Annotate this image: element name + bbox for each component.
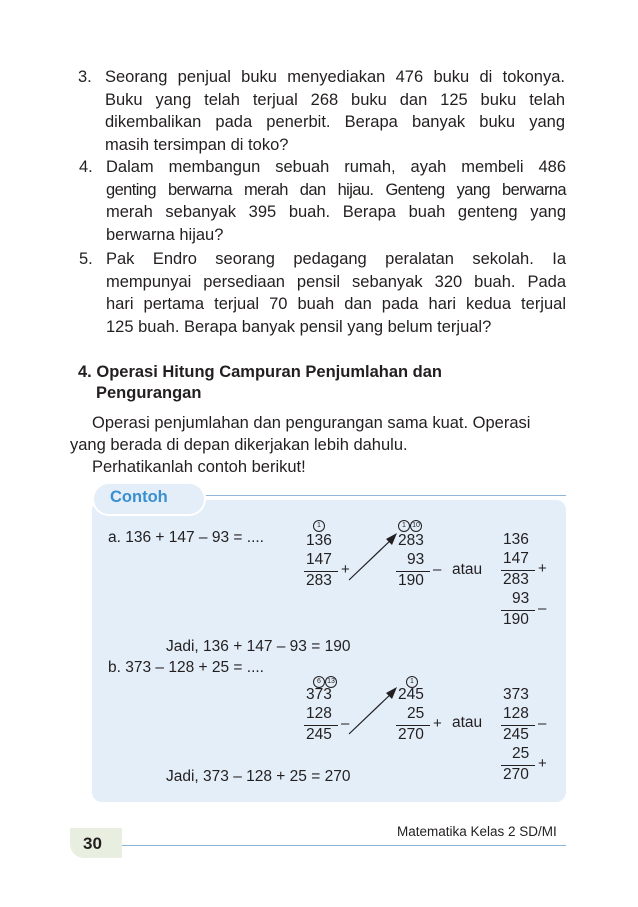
footer-book-title: Matematika Kelas 2 SD/MI [397, 824, 557, 839]
carry-mark: 6 [313, 676, 325, 688]
example-a-alt-value: 136 [503, 531, 529, 548]
example-b-alt-sign: + [538, 755, 547, 772]
example-tab-line [206, 495, 566, 496]
problem-number: 5. [79, 250, 93, 268]
arrow-icon [345, 684, 400, 739]
example-b-step1-operand: 373 [306, 686, 332, 703]
carry-mark: 13 [325, 676, 337, 688]
example-b-alt-value: 128 [503, 705, 529, 722]
example-b-alt-value: 25 [512, 745, 530, 762]
problem-line: Pak Endro seorang pedagang peralatan sekolah. Ia [106, 250, 566, 268]
example-a-conclusion: Jadi, 136 + 147 – 93 = 190 [166, 638, 351, 655]
problem-number: 3. [78, 68, 92, 86]
footer-rule [122, 845, 566, 846]
problem-line: berwarna hijau? [106, 225, 224, 244]
example-a-alt-value: 93 [512, 590, 530, 607]
example-a-alt-value: 283 [503, 571, 529, 588]
example-b-step1-operand: 128 [306, 705, 332, 722]
carry-mark: 1 [406, 676, 418, 688]
example-a-alt-value: 190 [503, 611, 529, 628]
example-a-alt-value: 147 [503, 550, 529, 567]
problem-number: 4. [79, 158, 93, 176]
example-a-step2-operand: 283 [398, 532, 424, 549]
example-b-alt-value: 373 [503, 686, 529, 703]
problem-line: Buku yang telah terjual 268 buku dan 125 buku telah [105, 90, 565, 109]
example-b-step1-result: 245 [306, 726, 332, 743]
carry-mark: 1 [313, 520, 325, 532]
section-number: 4. [78, 363, 92, 381]
section-title-line1: Operasi Hitung Campuran Penjumlahan dan [96, 363, 442, 381]
example-a-expression: a. 136 + 147 – 93 = .... [108, 529, 264, 546]
atau-text: atau [452, 714, 483, 731]
example-a-alt-sign: – [538, 600, 547, 617]
carry-mark: 1 [398, 520, 410, 532]
example-a-step2-sign: – [433, 561, 442, 578]
example-a-step1-sign: + [341, 561, 350, 578]
problem-line: masih tersimpan di toko? [105, 135, 289, 154]
example-b-expression: b. 373 – 128 + 25 = .... [108, 659, 264, 676]
arrow-icon [345, 530, 400, 585]
example-b-step2-result: 270 [398, 726, 424, 743]
problem-5 [79, 248, 566, 338]
problem-line: merah sebanyak 395 buah. Berapa buah genteng yang [106, 203, 566, 221]
example-b-step1-sign: – [341, 715, 350, 732]
paragraph-line: Operasi penjumlahan dan pengurangan sama kuat. Operasi [92, 414, 531, 432]
atau-text: atau [452, 561, 483, 578]
example-a-step2-operand: 93 [407, 551, 425, 568]
paragraph-line: Perhatikanlah contoh berikut! [92, 458, 306, 476]
example-label: Contoh [110, 488, 168, 506]
page-number: 30 [83, 834, 102, 853]
problem-3 [78, 66, 565, 156]
carry-mark: 10 [410, 520, 422, 532]
example-a-alt-sign: + [538, 560, 547, 577]
example-b-step2-operand: 25 [407, 705, 425, 722]
problem-line: dikembalikan pada penerbit. Berapa banyak buku yang [105, 113, 565, 131]
problem-line: Dalam membangun sebuah rumah, ayah membeli 486 [106, 158, 566, 176]
problem-line: genting berwarna merah dan hijau. Genteng yang berwarna [106, 180, 566, 199]
problem-4 [79, 156, 566, 246]
example-b-alt-sign: – [538, 715, 547, 732]
problem-line: mempunyai persediaan pensil sebanyak 320 buah. Pada [106, 272, 566, 291]
problem-line: Seorang penjual buku menyediakan 476 buku di tokonya. [105, 68, 565, 86]
example-a-step1-result: 283 [306, 572, 332, 589]
example-b-alt-value: 270 [503, 766, 529, 783]
paragraph-line: yang berada di depan dikerjakan lebih dahulu. [70, 436, 408, 454]
section-heading [78, 362, 442, 404]
example-b-alt-value: 245 [503, 726, 529, 743]
example-b-step2-sign: + [433, 715, 442, 732]
example-a-step1-operand: 136 [306, 532, 332, 549]
example-b-step2-operand: 245 [398, 686, 424, 703]
example-a-step1-operand: 147 [306, 551, 332, 568]
problem-line: hari pertama terjual 70 buah dan pada hari kedua terjual [106, 295, 566, 313]
example-b-conclusion: Jadi, 373 – 128 + 25 = 270 [166, 768, 351, 785]
problem-line: 125 buah. Berapa banyak pensil yang belum terjual? [106, 317, 492, 336]
section-title-line2: Pengurangan [96, 384, 202, 402]
example-a-step2-result: 190 [398, 572, 424, 589]
